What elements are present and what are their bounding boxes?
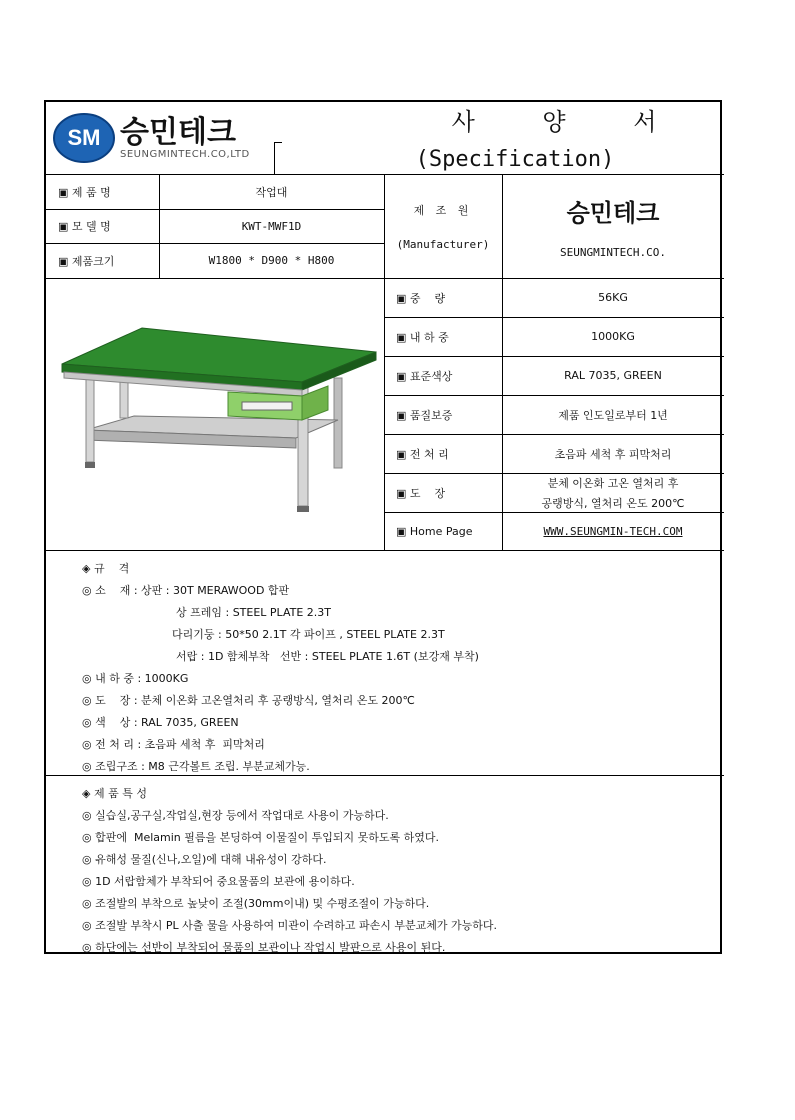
feature-line: ◎ 조절발의 부착으로 높낮이 조절(30mm이내) 및 수평조절이 가능하다. [82, 897, 430, 910]
standard-line: ◎ 조립구조 : M8 근각볼트 조립. 부분교체가능. [82, 760, 310, 773]
load-label: ▣ 내 하 중 [396, 330, 449, 344]
coating-label: ▣ 도 장 [396, 486, 446, 500]
product-name-label: ▣ 제 품 명 [58, 185, 111, 199]
manufacturer-label-en: (Manufacturer) [396, 237, 490, 251]
homepage-link[interactable]: WWW.SEUNGMIN-TECH.COM [543, 524, 683, 538]
warranty-value: 제품 인도일로부터 1년 [558, 408, 668, 422]
title-ko: 사 양 서 [451, 107, 687, 136]
model-label: ▣ 모 델 명 [58, 220, 111, 233]
standard-line: ◎ 소 재 : 상판 : 30T MERAWOOD 합판 [82, 584, 290, 597]
standard-line: 상 프레임 : STEEL PLATE 2.3T [176, 606, 331, 619]
homepage-label: ▣ Home Page [396, 524, 473, 538]
coating-value [502, 473, 724, 512]
manufacturer-label-ko: 제 조 원 [413, 203, 473, 217]
warranty-label: ▣ 품질보증 [396, 408, 453, 422]
product-image [46, 278, 384, 550]
manufacturer-value [502, 174, 724, 278]
model-value: KWT-MWF1D [241, 219, 302, 233]
feature-line: ◎ 실습실,공구실,작업실,현장 등에서 작업대로 사용이 가능하다. [82, 809, 389, 822]
spec-sheet [44, 100, 722, 954]
manufacturer-name-en: SEUNGMINTECH.CO. [560, 246, 666, 259]
standard-line: ◎ 도 장 : 분체 이온화 고온열처리 후 공랭방식, 열처리 온도 200℃ [82, 694, 415, 707]
title-en: (Specification) [415, 146, 615, 172]
feature-line: ◎ 합판에 Melamin 필름을 본딩하여 이물질이 투입되지 못하도록 하였다. [82, 831, 440, 844]
feature-line: ◎ 유해성 물질(신나,오일)에 대해 내유성이 강하다. [82, 853, 327, 866]
company-name-ko: 승민테크 [120, 114, 236, 150]
size-label: ▣ 제품크기 [58, 254, 115, 268]
feature-line: ◎ 조절발 부착시 PL 사출 물을 사용하여 미관이 수려하고 파손시 부분교체가 가능하다. [82, 919, 497, 932]
svg-text:SM: SM [67, 125, 101, 150]
size-value: W1800 * D900 * H800 [208, 254, 335, 267]
standard-line: ◎ 전 처 리 : 초음파 세척 후 피막처리 [82, 738, 265, 751]
sm-logo-icon [52, 112, 116, 164]
manufacturer-name: 승민테크 [566, 199, 660, 227]
pretreatment-value: 초음파 세척 후 피막처리 [554, 447, 672, 461]
load-value: 1000KG [591, 330, 635, 343]
color-value: RAL 7035, GREEN [564, 369, 662, 382]
feature-line: ◎ 하단에는 선반이 부착되어 물품의 보관이나 작업시 발판으로 사용이 된다. [82, 941, 446, 954]
weight-value: 56KG [598, 291, 628, 304]
company-name-en: SEUNGMINTECH.CO,LTD [120, 148, 250, 160]
standard-line: ◎ 내 하 중 : 1000KG [82, 672, 189, 685]
standard-line: ◎ 색 상 : RAL 7035, GREEN [82, 716, 239, 729]
feature-line: ◎ 1D 서랍함체가 부착되어 중요물품의 보관에 용이하다. [82, 875, 355, 888]
company-logo [46, 102, 274, 174]
standard-heading: ◈ 규 격 [82, 562, 130, 575]
product-name: 작업대 [255, 185, 288, 199]
manufacturer-label [384, 174, 502, 278]
coating-value-line2: 공랭방식, 열처리 온도 200℃ [541, 496, 685, 510]
features-heading: ◈ 제 품 특 성 [82, 787, 147, 800]
standard-line: 서랍 : 1D 함체부착 선반 : STEEL PLATE 1.6T (보강재 부착) [176, 650, 479, 663]
pretreatment-label: ▣ 전 처 리 [396, 447, 449, 461]
standard-line: 다리기둥 : 50*50 2.1T 각 파이프 , STEEL PLATE 2.3T [172, 628, 445, 641]
weight-label: ▣ 중 량 [396, 291, 446, 305]
color-label: ▣ 표준색상 [396, 369, 453, 383]
coating-value-line1: 분체 이온화 고온 열처리 후 [547, 476, 679, 490]
